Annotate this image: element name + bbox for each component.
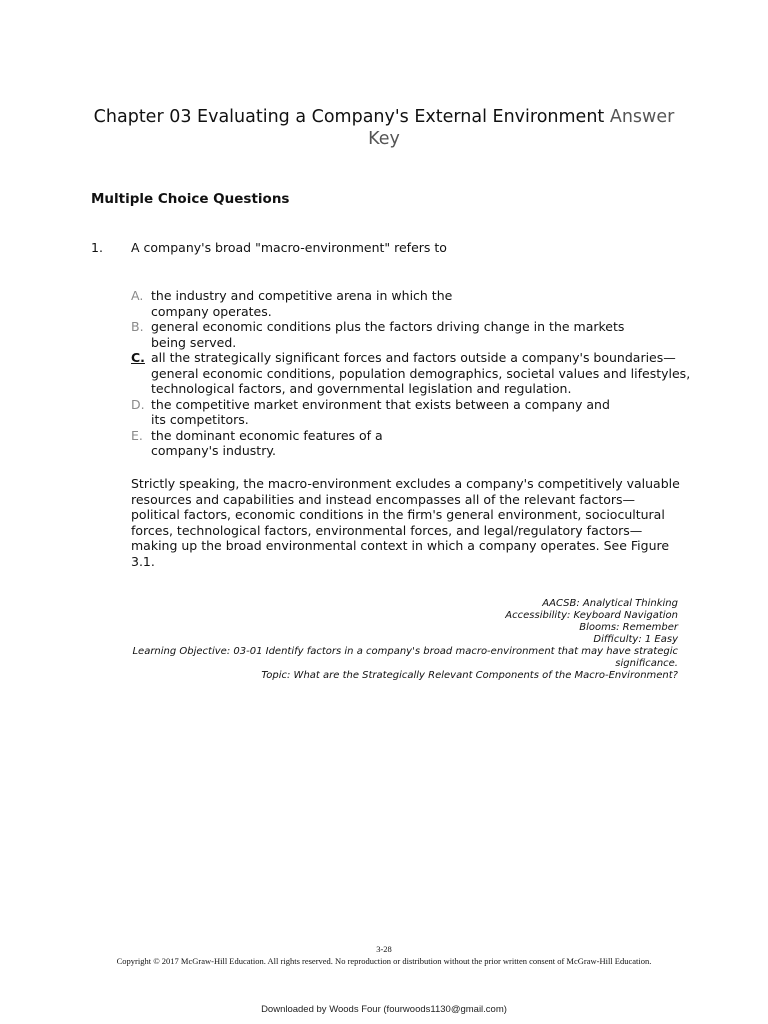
page-number: 3-28 xyxy=(376,944,392,954)
answer-options xyxy=(131,288,691,459)
option-text: the industry and competitive arena in which the company operates. xyxy=(151,288,453,319)
download-notice: Downloaded by Woods Four (fourwoods1130@gmail.com) xyxy=(261,1004,507,1015)
option-text: the competitive market environment that exists between a company and its competitors. xyxy=(151,396,610,427)
option-text: the dominant economic features of a company's industry. xyxy=(151,427,383,458)
option-e xyxy=(131,428,441,459)
answer-explanation: Strictly speaking, the macro-environment excludes a company's competitively valuable resources and capabilities and instead encompasses all of the relevant factors—political factors, economic conditions in the firm's general environment, sociocultural forces, technological factors, environmental forces, and legal/regulatory factors—making up the broad environmental context in which a company operates. See Figure 3.1. xyxy=(131,476,680,569)
option-letter: E. xyxy=(131,427,143,443)
option-letter-correct: C. xyxy=(131,350,145,365)
question-metadata xyxy=(118,598,678,682)
question-number: 1. xyxy=(91,240,103,255)
aacsb-tag: AACSB: Analytical Thinking xyxy=(542,598,678,609)
option-b xyxy=(131,319,631,350)
title-main: Chapter 03 Evaluating a Company's External Environment xyxy=(93,107,605,127)
option-a xyxy=(131,288,501,319)
option-c-correct xyxy=(131,350,691,397)
option-d xyxy=(131,397,621,428)
copyright-notice: Copyright © 2017 McGraw-Hill Education. All rights reserved. No reproduction or distribution without the prior written consent of McGraw-Hill Education. xyxy=(116,956,652,966)
difficulty-tag: Difficulty: 1 Easy xyxy=(593,634,678,645)
option-text: all the strategically significant forces and factors outside a company's boundaries—general economic conditions, population demographics, societal values and lifestyles, technological factors, and governmental legislation and regulation. xyxy=(151,350,691,396)
option-letter: A. xyxy=(131,288,144,303)
learning-objective-tag: Learning Objective: 03-01 Identify factors in a company's broad macro-environment that may have strategic significance. xyxy=(132,646,678,669)
title-suffix: Answer Key xyxy=(368,107,675,149)
topic-tag: Topic: What are the Strategically Relevant Components of the Macro-Environment? xyxy=(261,670,678,681)
option-text: general economic conditions plus the factors driving change in the markets being served. xyxy=(151,319,625,350)
question-text: A company's broad "macro-environment" refers to xyxy=(131,240,447,255)
document-title xyxy=(80,106,688,150)
section-heading: Multiple Choice Questions xyxy=(91,191,290,207)
accessibility-tag: Accessibility: Keyboard Navigation xyxy=(505,610,678,621)
option-letter: D. xyxy=(131,396,145,412)
blooms-tag: Blooms: Remember xyxy=(579,622,678,633)
option-letter: B. xyxy=(131,319,144,334)
